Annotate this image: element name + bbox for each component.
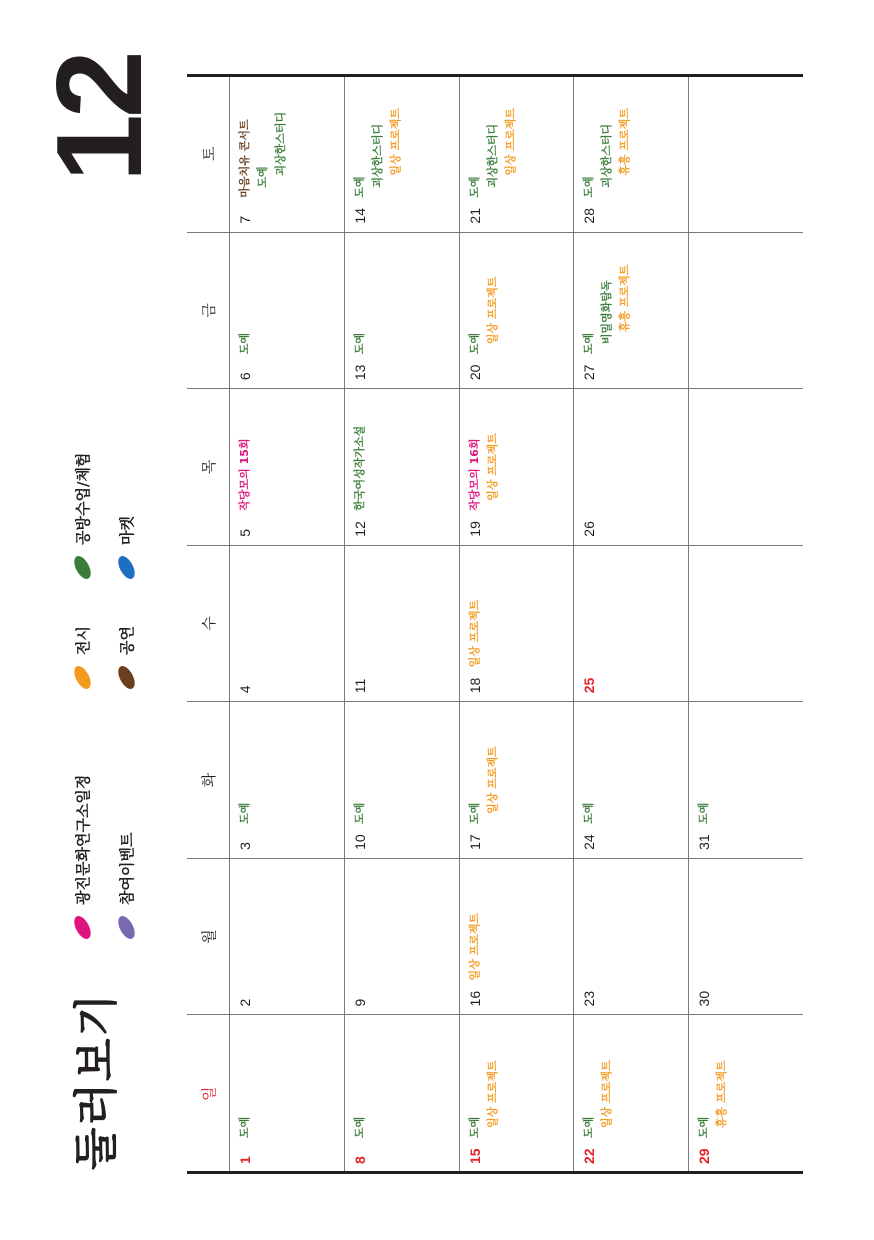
weekday-header: 토 bbox=[187, 76, 229, 233]
event-list bbox=[236, 1117, 254, 1138]
date-number: 13 bbox=[351, 364, 368, 381]
calendar-day-cell bbox=[459, 702, 574, 859]
event-item: 도예 bbox=[238, 802, 251, 824]
date-number: 24 bbox=[581, 834, 598, 850]
event-item: 일상 프로젝트 bbox=[467, 599, 481, 668]
legend-color-dot-icon bbox=[71, 913, 94, 941]
date-number: 4 bbox=[237, 685, 253, 694]
calendar-day-cell bbox=[688, 859, 803, 1016]
calendar-day-cell bbox=[229, 389, 344, 546]
event-item: 괴상한스터디 bbox=[274, 111, 287, 176]
date-number: 19 bbox=[466, 521, 483, 537]
date-number: 26 bbox=[581, 521, 598, 537]
calendar-day-cell bbox=[573, 76, 688, 233]
event-list bbox=[580, 1060, 616, 1138]
event-item: 일상 프로젝트 bbox=[485, 1060, 499, 1128]
event-list bbox=[351, 108, 405, 198]
legend-label: 공연 bbox=[118, 626, 136, 655]
event-list bbox=[351, 333, 369, 354]
event-item: 도예 bbox=[582, 176, 596, 198]
date-number: 11 bbox=[351, 678, 368, 694]
date-number: 14 bbox=[351, 208, 368, 224]
calendar-day-cell bbox=[229, 233, 344, 390]
calendar-day-cell bbox=[229, 546, 344, 703]
calendar-day-cell bbox=[688, 1015, 803, 1172]
event-list bbox=[466, 746, 502, 824]
calendar-day-cell bbox=[459, 76, 574, 233]
legend-item bbox=[116, 516, 137, 580]
legend bbox=[68, 452, 140, 940]
calendar-day-cell bbox=[344, 389, 459, 546]
calendar-day-cell bbox=[459, 233, 574, 390]
event-item: 일상 프로젝트 bbox=[600, 1060, 614, 1128]
legend-color-dot-icon bbox=[115, 663, 138, 691]
event-list bbox=[351, 1117, 369, 1138]
event-item: 일상 프로젝트 bbox=[503, 107, 517, 176]
date-number: 27 bbox=[581, 364, 598, 381]
calendar-grid bbox=[187, 76, 803, 1172]
event-item: 도예 bbox=[467, 332, 481, 355]
event-item: 일상 프로젝트 bbox=[388, 107, 402, 176]
legend-color-dot-icon bbox=[115, 913, 138, 941]
event-item: 괴상한스터디 bbox=[600, 123, 614, 188]
date-number: 16 bbox=[466, 990, 483, 1007]
calendar-day-cell bbox=[229, 76, 344, 233]
date-number: 28 bbox=[581, 208, 598, 224]
date-number: 8 bbox=[351, 1156, 368, 1164]
event-item: 도예 bbox=[582, 1116, 596, 1138]
event-list bbox=[580, 108, 634, 198]
date-number: 20 bbox=[466, 364, 483, 381]
calendar-day-cell bbox=[573, 859, 688, 1016]
date-number: 1 bbox=[237, 1156, 253, 1164]
event-item: 괴상한스터디 bbox=[370, 123, 384, 188]
legend-item bbox=[72, 626, 93, 690]
calendar-day-cell bbox=[573, 1015, 688, 1172]
weekday-header: 화 bbox=[187, 702, 229, 859]
calendar-day-cell bbox=[344, 702, 459, 859]
event-item: 마음치유 콘서트 bbox=[238, 119, 251, 198]
event-list bbox=[580, 803, 598, 824]
weekday-header: 목 bbox=[187, 389, 229, 546]
calendar-day-cell bbox=[573, 702, 688, 859]
page-title: 둘러보기 bbox=[71, 991, 122, 1170]
event-list bbox=[466, 600, 484, 668]
calendar-day-cell bbox=[573, 389, 688, 546]
event-item: 휴흥 프로젝트 bbox=[715, 1060, 729, 1128]
legend-color-dot-icon bbox=[71, 663, 94, 691]
event-item: 휴흥 프로젝트 bbox=[618, 107, 632, 176]
event-item: 괴상한스터디 bbox=[485, 123, 499, 188]
event-item: 도예 bbox=[467, 176, 481, 198]
calendar-day-cell bbox=[688, 76, 803, 233]
legend-label: 광진문화연구소일정 bbox=[74, 774, 92, 905]
event-item: 비밀영화탐독 bbox=[600, 280, 614, 345]
event-item: 도예 bbox=[238, 332, 251, 355]
event-item: 도예 bbox=[352, 1116, 366, 1138]
event-list bbox=[695, 803, 713, 824]
calendar-day-cell bbox=[459, 859, 574, 1016]
calendar-day-cell bbox=[229, 702, 344, 859]
calendar-day-cell bbox=[459, 546, 574, 703]
legend-item bbox=[116, 833, 137, 940]
calendar-day-cell bbox=[688, 546, 803, 703]
calendar-day-cell bbox=[344, 859, 459, 1016]
date-number: 18 bbox=[466, 677, 483, 694]
event-item: 도예 bbox=[352, 802, 366, 824]
legend-color-dot-icon bbox=[115, 553, 138, 581]
weekday-header: 일 bbox=[199, 1086, 218, 1101]
event-list bbox=[466, 913, 484, 981]
date-number: 22 bbox=[581, 1148, 598, 1164]
month-number: 12 bbox=[31, 54, 167, 182]
calendar-day-cell bbox=[573, 546, 688, 703]
weekday-header: 월 bbox=[187, 859, 229, 1016]
event-list bbox=[351, 803, 369, 824]
event-item: 일상 프로젝트 bbox=[485, 746, 499, 814]
legend-item bbox=[116, 626, 137, 690]
event-item: 작당모의 15회 bbox=[238, 438, 251, 511]
legend-item bbox=[72, 775, 93, 940]
date-number: 2 bbox=[237, 998, 253, 1007]
calendar-day-cell bbox=[688, 233, 803, 390]
event-item: 작당모의 16회 bbox=[467, 438, 481, 511]
legend-color-dot-icon bbox=[71, 553, 94, 581]
calendar-day-cell bbox=[459, 1015, 574, 1172]
legend-item bbox=[72, 453, 93, 580]
event-list bbox=[351, 426, 369, 511]
event-list bbox=[236, 803, 254, 824]
legend-label: 전시 bbox=[74, 626, 92, 655]
event-item: 일상 프로젝트 bbox=[467, 912, 481, 981]
event-item: 한국여성작가소설 bbox=[352, 425, 366, 511]
date-number: 15 bbox=[466, 1148, 483, 1164]
legend-label: 공방수업/체험 bbox=[74, 452, 92, 545]
date-number: 3 bbox=[237, 842, 253, 850]
event-list bbox=[236, 112, 290, 198]
calendar-day-cell bbox=[229, 859, 344, 1016]
date-number: 17 bbox=[466, 834, 483, 850]
event-item: 도예 bbox=[238, 1116, 251, 1138]
date-number: 7 bbox=[237, 215, 253, 224]
weekday-header: 금 bbox=[187, 233, 229, 390]
calendar-day-cell bbox=[229, 1015, 344, 1172]
event-list bbox=[466, 277, 502, 355]
event-item: 도예 bbox=[467, 802, 481, 824]
date-number: 23 bbox=[581, 990, 598, 1007]
date-number: 25 bbox=[581, 677, 598, 694]
date-number: 29 bbox=[696, 1148, 713, 1164]
date-number: 10 bbox=[351, 834, 368, 850]
date-number: 30 bbox=[696, 990, 713, 1007]
event-item: 도예 bbox=[352, 332, 366, 355]
event-item: 도예 bbox=[697, 1116, 711, 1138]
calendar-day-cell bbox=[344, 546, 459, 703]
event-item: 도예 bbox=[352, 176, 366, 198]
calendar-day-cell bbox=[688, 389, 803, 546]
date-number: 6 bbox=[237, 372, 253, 381]
date-number: 21 bbox=[466, 208, 483, 224]
event-list bbox=[466, 108, 520, 198]
calendar-day-cell bbox=[344, 1015, 459, 1172]
calendar-day-cell bbox=[344, 76, 459, 233]
calendar-day-cell bbox=[573, 233, 688, 390]
date-number: 31 bbox=[696, 834, 713, 850]
event-list bbox=[466, 1060, 502, 1138]
event-item: 도예 bbox=[697, 802, 711, 824]
calendar-day-cell bbox=[344, 233, 459, 390]
event-item: 도예 bbox=[467, 1116, 481, 1138]
calendar-day-cell bbox=[688, 702, 803, 859]
event-item: 일상 프로젝트 bbox=[485, 276, 499, 345]
date-number: 5 bbox=[237, 528, 253, 537]
event-list bbox=[695, 1060, 731, 1138]
event-item: 도예 bbox=[582, 802, 596, 824]
legend-label: 마켓 bbox=[118, 516, 136, 545]
date-number: 12 bbox=[351, 521, 368, 537]
event-item: 휴흥 프로젝트 bbox=[618, 264, 632, 333]
date-number: 9 bbox=[351, 998, 368, 1007]
event-list bbox=[580, 265, 634, 355]
legend-label: 참여이벤트 bbox=[118, 832, 136, 905]
weekday-header: 수 bbox=[187, 546, 229, 703]
event-list bbox=[236, 438, 254, 510]
calendar-day-cell bbox=[459, 389, 574, 546]
event-list bbox=[236, 333, 254, 354]
event-item: 도예 bbox=[582, 332, 596, 355]
event-item: 도예 bbox=[256, 166, 269, 188]
event-item: 일상 프로젝트 bbox=[485, 433, 499, 501]
event-list bbox=[466, 433, 502, 511]
